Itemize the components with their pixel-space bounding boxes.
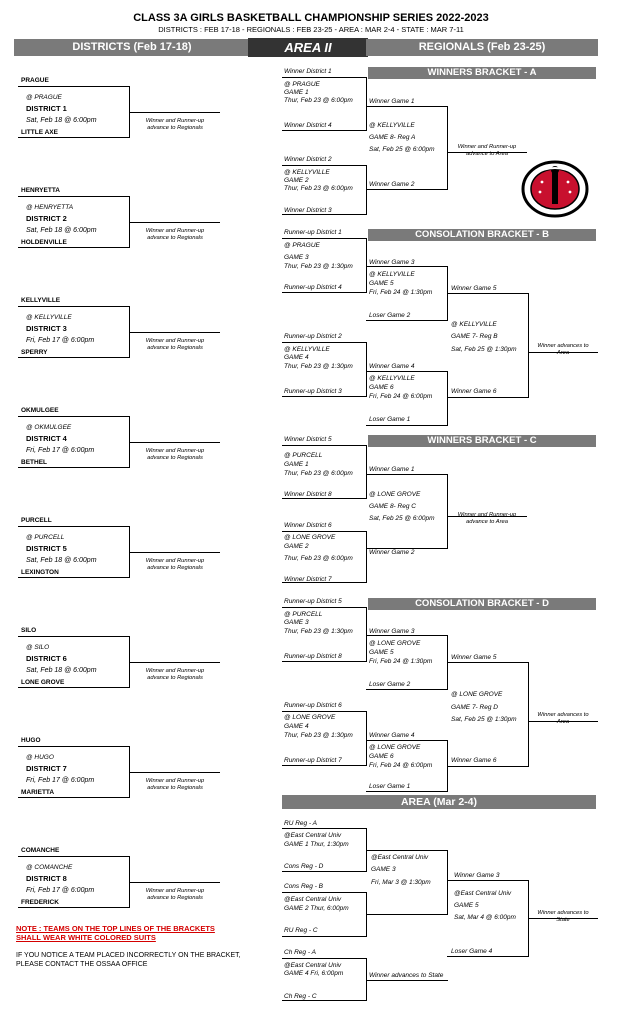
advance-note: Winner advances to Area [537,712,589,725]
game-site: @ KELLYVILLE [284,346,330,353]
bracket-line [447,293,529,294]
bracket-line [447,880,529,881]
game-date: Thur, Feb 23 @ 6:00pm [284,555,353,562]
bracket-line [282,238,367,239]
district-top-team: OKMULGEE [21,407,59,414]
district-top-team: PURCELL [21,517,52,524]
game-number: GAME 7- Reg D [451,704,498,711]
bracket-line [447,662,529,663]
district-advance-note: Winner and Runner-up advance to Regionals [145,338,205,351]
district-top-team: KELLYVILLE [21,297,61,304]
game-site: @ KELLYVILLE [369,375,415,382]
game-number: GAME 7- Reg B [451,333,498,340]
team-slot: Loser Game 2 [369,681,411,688]
team-slot: Cons Reg - B [284,883,324,890]
bracket-line [366,445,367,499]
game-number: GAME 1 [284,461,309,468]
game-number: GAME 5 [454,902,479,909]
district-advance-note: Winner and Runner-up advance to Regionals [145,448,205,461]
bracket-line [129,552,220,553]
game-site: @ KELLYVILLE [369,271,415,278]
regionals-header: REGIONALS (Feb 23-25) [366,39,598,56]
bracket-line [18,746,130,747]
district-top-team: HENRYETTA [21,187,60,194]
team-slot: Runner-up District 1 [284,229,342,236]
bracket-line [282,607,367,608]
district-advance-note: Winner and Runner-up advance to Regionals [145,778,205,791]
bracket-line [447,766,529,767]
game-site: @East Central Univ [371,854,429,861]
team-slot: Winner District 4 [284,122,332,129]
team-slot: Winner District 2 [284,156,332,163]
district-name: DISTRICT 1 [26,104,67,113]
bracket-line [282,661,367,662]
bracket-line [366,320,448,321]
bracket-line [282,77,367,78]
bracket-line [282,711,367,712]
bracket-line [447,956,529,957]
bracket-line [366,425,448,426]
team-slot: Winner Game 4 [369,363,415,370]
district-date: Sat, Feb 18 @ 6:00pm [26,227,97,234]
bracket-line [282,165,367,166]
game-site: @ LONE GROVE [369,744,421,751]
game-date: Sat, Feb 25 @ 6:00pm [369,146,435,153]
bracket-d-title: CONSOLATION BRACKET - D [368,598,596,610]
bracket-line [18,416,130,417]
game-site: @ LONE GROVE [369,640,421,647]
uniform-note: NOTE : TEAMS ON THE TOP LINES OF THE BRACKETS SHALL WEAR WHITE COLORED SUITS [16,924,215,942]
advance-note: Winner advances to Area [537,343,589,356]
district-site: @ KELLYVILLE [26,314,72,321]
game-number: GAME 4 [284,723,309,730]
bracket-line [18,797,130,798]
bracket-line [18,247,130,248]
area-header: AREA II [248,38,368,57]
game-number: GAME 8- Reg A [369,134,416,141]
team-slot: Loser Game 1 [369,416,411,423]
bracket-line [282,445,367,446]
district-date: Fri, Feb 17 @ 6:00pm [26,887,95,894]
bracket-line [447,397,529,398]
bracket-line [18,357,130,358]
team-slot: Loser Game 2 [369,312,411,319]
district-name: DISTRICT 8 [26,874,67,883]
bracket-line [18,687,130,688]
bracket-line [18,196,130,197]
game-date: Thur, Feb 23 @ 1:30pm [284,732,353,739]
team-slot: Cons Reg - D [284,863,324,870]
game-date: Thur, Feb 23 @ 1:30pm [284,363,353,370]
district-bottom-team: LEXINGTON [21,569,59,576]
bracket-line [366,791,448,792]
game-date: Thur, Feb 23 @ 6:00pm [284,470,353,477]
team-slot: Winner District 7 [284,576,332,583]
game-site: @East Central Univ [284,896,342,903]
game-number: GAME 2 [284,543,309,550]
team-slot: Winner Game 3 [369,628,415,635]
team-slot: Winner Game 1 [369,466,415,473]
bracket-line [366,77,367,131]
bracket-line [366,850,448,851]
district-name: DISTRICT 7 [26,764,67,773]
advance-note: Winner and Runner-up advance to Area [457,144,517,157]
district-top-team: PRAGUE [21,77,49,84]
bracket-line [18,137,130,138]
advance-note: Winner and Runner-up advance to Area [457,512,517,525]
team-slot: Runner-up District 5 [284,598,342,605]
bracket-line [282,765,367,766]
bracket-line [366,531,367,583]
district-date: Fri, Feb 17 @ 6:00pm [26,337,95,344]
bracket-line [282,342,367,343]
ossaa-seal-icon [520,160,590,218]
district-bottom-team: BETHEL [21,459,47,466]
district-site: @ PRAGUE [26,94,62,101]
districts-header: DISTRICTS (Feb 17-18) [14,39,250,56]
team-slot: Winner Game 4 [369,732,415,739]
team-slot: Winner District 5 [284,436,332,443]
team-slot: Winner Game 5 [451,285,497,292]
district-site: @ HENRYETTA [26,204,74,211]
game-date: Fri, Mar 3 @ 1:30pm [371,879,431,886]
game-date: GAME 4 Fri, 6:00pm [284,970,344,977]
district-advance-note: Winner and Runner-up advance to Regionals [145,228,205,241]
game-date: GAME 2 Thur, 6:00pm [284,905,349,912]
game-number: GAME 6 [369,384,394,391]
bracket-line [366,474,448,475]
district-site: @ SILO [26,644,50,651]
bracket-line [18,577,130,578]
game-site: @ LONE GROVE [451,691,503,698]
bracket-line [129,882,220,883]
team-slot: Winner District 1 [284,68,332,75]
bracket-line [129,442,220,443]
page-subtitle: DISTRICTS : FEB 17-18 - REGIONALS : FEB 23-25 - AREA : MAR 2-4 - STATE : MAR 7-11 [158,25,464,34]
district-date: Sat, Feb 18 @ 6:00pm [26,667,97,674]
district-site: @ HUGO [26,754,54,761]
district-advance-note: Winner and Runner-up advance to Regionals [145,118,205,131]
game-number: GAME 2 [284,177,309,184]
game-date: Sat, Mar 4 @ 6:00pm [454,914,516,921]
bracket-a-title: WINNERS BRACKET - A [368,67,596,79]
game-site: @ KELLYVILLE [369,122,415,129]
bracket-line [18,306,130,307]
team-slot: Ch Reg - A [284,949,316,956]
advance-note: Winner advances to State [537,910,589,923]
bracket-line [282,531,367,532]
game-site: @East Central Univ [284,832,342,839]
game-date: Fri, Feb 24 @ 1:30pm [369,289,433,296]
team-slot: Runner-up District 4 [284,284,342,291]
bracket-line [129,222,220,223]
bracket-b-title: CONSOLATION BRACKET - B [368,229,596,241]
district-date: Sat, Feb 18 @ 6:00pm [26,557,97,564]
bracket-line [366,689,448,690]
game-number: GAME 4 [284,354,309,361]
bracket-line [528,293,529,398]
district-bottom-team: LONE GROVE [21,679,65,686]
game-site: @ KELLYVILLE [451,321,497,328]
bracket-line [528,662,529,767]
bracket-line [447,474,448,549]
bracket-line [18,907,130,908]
bracket-line [366,711,367,766]
bracket-line [366,914,448,915]
district-bottom-team: SPERRY [21,349,48,356]
bracket-line [129,772,220,773]
game-date: Sat, Feb 25 @ 6:00pm [369,515,435,522]
game-date: Thur, Feb 23 @ 6:00pm [284,97,353,104]
bracket-line [366,371,448,372]
advance-note: Winner advances to State [369,972,444,979]
district-top-team: HUGO [21,737,41,744]
bracket-line [366,740,448,741]
game-site: @ LONE GROVE [284,714,336,721]
bracket-line [18,526,130,527]
district-name: DISTRICT 5 [26,544,67,553]
bracket-line [282,130,367,131]
page-title: CLASS 3A GIRLS BASKETBALL CHAMPIONSHIP SERIES 2022-2023 [133,12,489,24]
district-advance-note: Winner and Runner-up advance to Regionals [145,888,205,901]
game-date: Sat, Feb 25 @ 1:30pm [451,716,517,723]
game-number: GAME 3 [284,619,309,626]
team-slot: RU Reg - A [284,820,317,827]
team-slot: Loser Game 1 [369,783,411,790]
game-number: GAME 6 [369,753,394,760]
district-bottom-team: MARIETTA [21,789,55,796]
district-advance-note: Winner and Runner-up advance to Regionals [145,668,205,681]
game-number: GAME 5 [369,280,394,287]
game-site: @ KELLYVILLE [284,169,330,176]
bracket-line [282,892,367,893]
game-date: Fri, Feb 24 @ 1:30pm [369,658,433,665]
game-site: @ PRAGUE [284,81,320,88]
district-date: Fri, Feb 17 @ 6:00pm [26,777,95,784]
bracket-line [447,371,448,426]
team-slot: Runner-up District 7 [284,757,342,764]
district-name: DISTRICT 3 [26,324,67,333]
game-site: @ LONE GROVE [369,491,421,498]
bracket-line [129,332,220,333]
bracket-line [18,856,130,857]
team-slot: Loser Game 4 [451,948,493,955]
team-slot: Winner Game 2 [369,181,415,188]
game-number: GAME 5 [369,649,394,656]
team-slot: Winner Game 1 [369,98,415,105]
game-date: Thur, Feb 23 @ 6:00pm [284,185,353,192]
district-site: @ OKMULGEE [26,424,72,431]
district-date: Fri, Feb 17 @ 6:00pm [26,447,95,454]
bracket-line [18,636,130,637]
team-slot: Runner-up District 3 [284,388,342,395]
game-number: GAME 3 [371,866,396,873]
bracket-line [447,850,448,915]
game-number: GAME 1 [284,89,309,96]
bracket-line [282,958,367,959]
district-date: Sat, Feb 18 @ 6:00pm [26,117,97,124]
bracket-line [282,828,367,829]
district-name: DISTRICT 4 [26,434,67,443]
bracket-line [366,189,448,190]
bracket-line [282,871,367,872]
game-number: GAME 8- Reg C [369,503,416,510]
team-slot: Winner Game 5 [451,654,497,661]
game-site: @East Central Univ [454,890,512,897]
team-slot: Winner Game 3 [369,259,415,266]
bracket-line [18,86,130,87]
game-date: Fri, Feb 24 @ 6:00pm [369,393,433,400]
team-slot: Winner District 8 [284,491,332,498]
game-site: @ LONE GROVE [284,534,336,541]
bracket-line [447,106,448,190]
bracket-line [282,396,367,397]
district-advance-note: Winner and Runner-up advance to Regionals [145,558,205,571]
district-bottom-team: FREDERICK [21,899,59,906]
area-title: AREA (Mar 2-4) [282,795,596,809]
district-name: DISTRICT 2 [26,214,67,223]
game-site: @ PURCELL [284,611,323,618]
bracket-line [282,936,367,937]
game-site: @East Central Univ [284,962,342,969]
game-date: Fri, Feb 24 @ 6:00pm [369,762,433,769]
bracket-line [366,106,448,107]
game-date: Sat, Feb 25 @ 1:30pm [451,346,517,353]
district-site: @ COMANCHE [26,864,73,871]
team-slot: Runner-up District 8 [284,653,342,660]
game-number: GAME 3 [284,254,309,261]
game-date: Thur, Feb 23 @ 1:30pm [284,628,353,635]
bracket-line [129,112,220,113]
bracket-line [129,662,220,663]
contact-note: IF YOU NOTICE A TEAM PLACED INCORRECTLY ON THE BRACKET, PLEASE CONTACT THE OSSAA OFFICE [16,952,241,968]
team-slot: Runner-up District 2 [284,333,342,340]
bracket-line [282,292,367,293]
game-date: Thur, Feb 23 @ 1:30pm [284,263,353,270]
game-site: @ PURCELL [284,452,323,459]
district-top-team: SILO [21,627,37,634]
team-slot: Winner Game 3 [454,872,500,879]
team-slot: Winner District 3 [284,207,332,214]
district-name: DISTRICT 6 [26,654,67,663]
district-site: @ PURCELL [26,534,65,541]
team-slot: Winner Game 6 [451,388,497,395]
game-site: @ PRAGUE [284,242,320,249]
team-slot: Ch Reg - C [284,993,317,1000]
game-date: GAME 1 Thur, 1:30pm [284,841,349,848]
district-bottom-team: LITTLE AXE [21,129,58,136]
team-slot: Winner Game 6 [451,757,497,764]
team-slot: RU Reg - C [284,927,318,934]
bracket-line [366,980,448,981]
team-slot: Winner District 6 [284,522,332,529]
district-bottom-team: HOLDENVILLE [21,239,67,246]
bracket-line [18,467,130,468]
bracket-c-title: WINNERS BRACKET - C [368,435,596,447]
bracket-line [366,342,367,397]
team-slot: Winner Game 2 [369,549,415,556]
team-slot: Runner-up District 6 [284,702,342,709]
district-top-team: COMANCHE [21,847,60,854]
